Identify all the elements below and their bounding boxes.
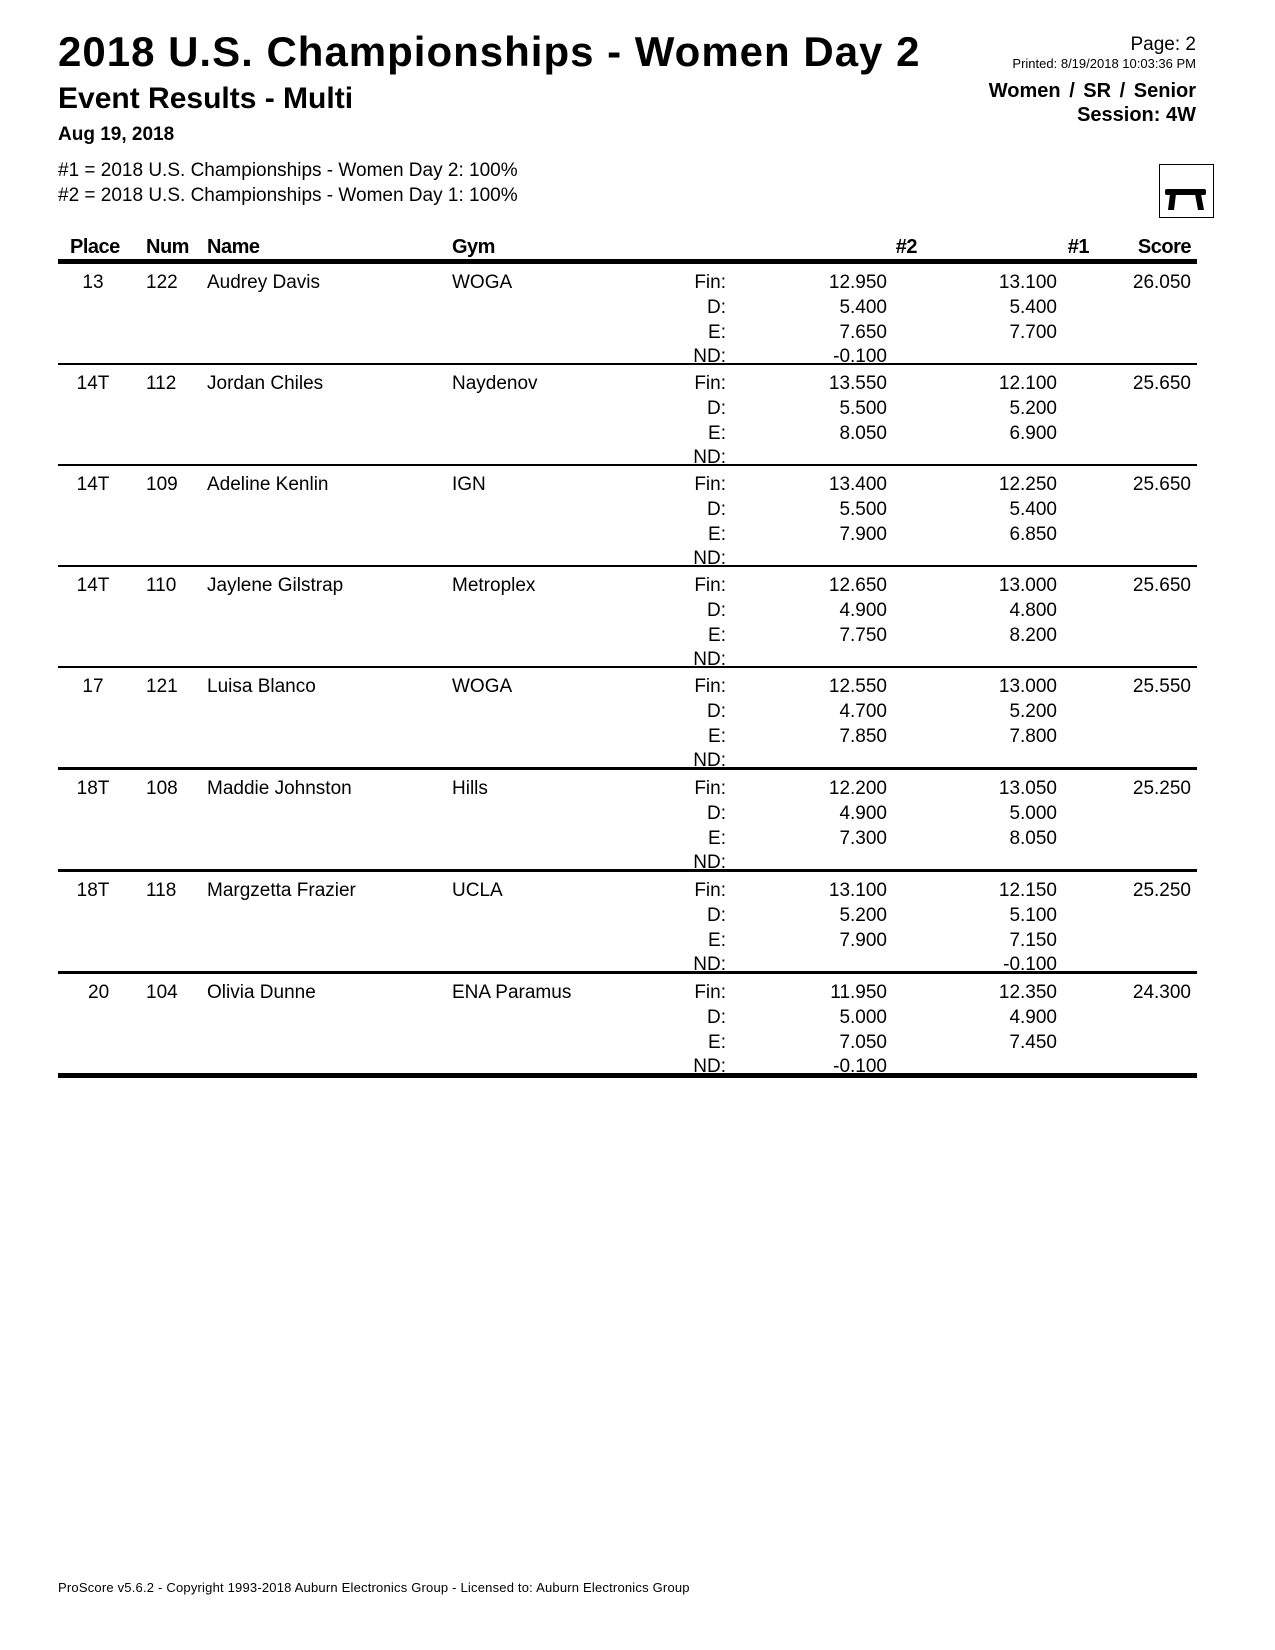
score-label: E: (708, 827, 726, 849)
score-line-fin (58, 272, 1197, 297)
score-2-value: 5.000 (839, 1006, 887, 1028)
score-line-d (58, 803, 1197, 828)
athlete-gym: UCLA (452, 880, 503, 901)
col-score-1: #1 (1067, 236, 1089, 258)
score-breakdown (58, 982, 1197, 1081)
score-1-value: 12.100 (998, 373, 1057, 394)
score-1-value: 4.900 (1009, 1006, 1057, 1028)
table-header (58, 236, 1197, 264)
score-label: D: (707, 296, 726, 318)
athlete-gym: Hills (452, 778, 488, 799)
total-score: 25.250 (1132, 880, 1191, 901)
athlete-row (58, 365, 1197, 469)
score-label: D: (707, 904, 726, 926)
score-2-value: 7.900 (839, 523, 887, 545)
athlete-name: Olivia Dunne (207, 982, 316, 1003)
score-2-value: -0.100 (833, 1056, 887, 1078)
score-line-e (58, 930, 1197, 955)
athlete-num: 109 (146, 474, 178, 495)
score-1-value: 5.200 (1009, 700, 1057, 722)
score-label: ND: (693, 447, 726, 469)
athlete-name: Jaylene Gilstrap (207, 575, 344, 596)
score-label: ND: (693, 346, 726, 368)
total-score: 24.300 (1132, 982, 1191, 1003)
total-score: 25.650 (1132, 575, 1191, 596)
score-breakdown (58, 880, 1197, 979)
score-1-value: 13.100 (998, 272, 1057, 293)
page-number: Page: 2 (1130, 34, 1196, 55)
athlete-num: 104 (146, 982, 178, 1003)
score-line-e (58, 625, 1197, 650)
athlete-name: Adeline Kenlin (207, 474, 329, 495)
athlete-row (58, 567, 1197, 671)
total-score: 25.550 (1132, 676, 1191, 697)
athlete-gym: Naydenov (452, 373, 538, 394)
score-1-value: 5.400 (1009, 498, 1057, 520)
score-label: E: (708, 321, 726, 343)
athlete-gym: IGN (452, 474, 486, 495)
score-line-fin (58, 676, 1197, 701)
score-1-value: 5.400 (1009, 296, 1057, 318)
score-label: Fin: (694, 575, 726, 596)
score-2-value: 7.900 (839, 929, 887, 951)
score-2-value: 5.400 (839, 296, 887, 318)
col-score-2: #2 (895, 236, 917, 258)
printed-timestamp: Printed: 8/19/2018 10:03:36 PM (1012, 56, 1196, 71)
total-score: 25.650 (1132, 474, 1191, 495)
score-line-fin (58, 982, 1197, 1007)
athlete-place: 17 (82, 676, 104, 697)
col-num: Num (146, 236, 189, 258)
score-2-value: 4.700 (839, 700, 887, 722)
col-name: Name (207, 236, 260, 258)
score-line-e (58, 726, 1197, 751)
score-line-fin (58, 575, 1197, 600)
score-1-value: 7.450 (1009, 1031, 1057, 1053)
score-line-fin (58, 474, 1197, 499)
score-2-value: 4.900 (839, 802, 887, 824)
score-2-value: 12.550 (828, 676, 887, 697)
athlete-place: 14T (76, 373, 110, 394)
score-1-value: 4.800 (1009, 599, 1057, 621)
score-2-value: 12.200 (828, 778, 887, 799)
score-2-value: 7.300 (839, 827, 887, 849)
score-1-value: 12.150 (998, 880, 1057, 901)
athlete-place: 18T (76, 880, 110, 901)
score-2-value: 7.850 (839, 725, 887, 747)
col-gym: Gym (452, 236, 495, 258)
results-table (58, 236, 1197, 1078)
score-label: E: (708, 725, 726, 747)
athlete-name: Jordan Chiles (207, 373, 324, 394)
balance-beam-icon (1159, 164, 1214, 218)
score-1-value: 12.350 (998, 982, 1057, 1003)
score-label: D: (707, 802, 726, 824)
score-label: D: (707, 498, 726, 520)
category-label: Women / SR / Senior (988, 80, 1196, 102)
athlete-gym: WOGA (452, 272, 513, 293)
score-2-value: 4.900 (839, 599, 887, 621)
score-1-value: 13.000 (998, 575, 1057, 596)
total-score: 25.650 (1132, 373, 1191, 394)
total-score: 25.250 (1132, 778, 1191, 799)
athlete-row (58, 770, 1197, 872)
score-label: D: (707, 397, 726, 419)
score-2-value: 5.200 (839, 904, 887, 926)
session-label: Session: 4W (1077, 104, 1196, 126)
score-line-e (58, 1032, 1197, 1057)
athlete-place: 13 (82, 272, 104, 293)
score-label: ND: (693, 954, 726, 976)
score-breakdown (58, 778, 1197, 877)
score-breakdown (58, 676, 1197, 775)
score-1-value: 7.800 (1009, 725, 1057, 747)
score-label: Fin: (694, 778, 726, 799)
score-1-value: 8.200 (1009, 624, 1057, 646)
footer-copyright: ProScore v5.6.2 - Copyright 1993-2018 Auburn Electronics Group - Licensed to: Auburn Electronics Group (58, 1580, 690, 1595)
score-1-value: 6.850 (1009, 523, 1057, 545)
athlete-gym: WOGA (452, 676, 513, 697)
score-label: Fin: (694, 982, 726, 1003)
score-1-value: 6.900 (1009, 422, 1057, 444)
score-2-value: 7.750 (839, 624, 887, 646)
athlete-row (58, 466, 1197, 570)
score-1-value: 5.200 (1009, 397, 1057, 419)
athlete-row (58, 668, 1197, 770)
athlete-place: 18T (76, 778, 110, 799)
legend-line-2: #2 = 2018 U.S. Championships - Women Day 1: 100% (58, 185, 518, 206)
score-label: D: (707, 1006, 726, 1028)
athlete-place: 14T (76, 474, 110, 495)
score-2-value: -0.100 (833, 346, 887, 368)
score-1-value: 13.000 (998, 676, 1057, 697)
athlete-name: Luisa Blanco (207, 676, 316, 697)
score-breakdown (58, 575, 1197, 674)
score-1-value: 13.050 (998, 778, 1057, 799)
score-line-nd (58, 1056, 1197, 1081)
athlete-place: 14T (76, 575, 110, 596)
athlete-name: Margzetta Frazier (207, 880, 356, 901)
score-line-e (58, 524, 1197, 549)
col-total-score: Score (1137, 236, 1191, 258)
total-score: 26.050 (1132, 272, 1191, 293)
score-line-d (58, 499, 1197, 524)
athlete-gym: Metroplex (452, 575, 536, 596)
score-2-value: 7.050 (839, 1031, 887, 1053)
score-line-d (58, 905, 1197, 930)
athlete-list (58, 264, 1197, 1078)
score-line-d (58, 600, 1197, 625)
athlete-num: 121 (146, 676, 178, 697)
report-date: Aug 19, 2018 (58, 124, 175, 145)
score-line-fin (58, 880, 1197, 905)
score-1-value: 7.700 (1009, 321, 1057, 343)
athlete-row (58, 974, 1197, 1078)
score-1-value: -0.100 (1003, 954, 1057, 976)
score-label: E: (708, 523, 726, 545)
score-breakdown (58, 474, 1197, 573)
score-breakdown (58, 373, 1197, 472)
athlete-row (58, 872, 1197, 974)
athlete-num: 118 (146, 880, 177, 901)
athlete-num: 112 (146, 373, 177, 394)
score-line-fin (58, 373, 1197, 398)
score-1-value: 5.100 (1009, 904, 1057, 926)
score-label: Fin: (694, 272, 726, 293)
score-2-value: 7.650 (839, 321, 887, 343)
score-1-value: 12.250 (998, 474, 1057, 495)
score-1-value: 7.150 (1009, 929, 1057, 951)
athlete-num: 110 (146, 575, 177, 596)
score-label: Fin: (694, 676, 726, 697)
score-1-value: 5.000 (1009, 802, 1057, 824)
score-2-value: 13.400 (828, 474, 887, 495)
score-label: ND: (693, 1056, 726, 1078)
score-label: Fin: (694, 373, 726, 394)
col-place: Place (70, 236, 120, 258)
score-label: ND: (693, 750, 726, 772)
athlete-num: 108 (146, 778, 178, 799)
score-label: E: (708, 422, 726, 444)
score-label: ND: (693, 852, 726, 874)
score-line-e (58, 322, 1197, 347)
report-title: 2018 U.S. Championships - Women Day 2 (58, 28, 921, 75)
athlete-place: 20 (88, 982, 110, 1003)
score-2-value: 13.100 (828, 880, 887, 901)
athlete-name: Maddie Johnston (207, 778, 352, 799)
score-label: ND: (693, 548, 726, 570)
legend-line-1: #1 = 2018 U.S. Championships - Women Day 2: 100% (58, 160, 518, 181)
score-line-e (58, 828, 1197, 853)
score-label: Fin: (694, 474, 726, 495)
score-label: Fin: (694, 880, 726, 901)
score-2-value: 13.550 (828, 373, 887, 394)
score-breakdown (58, 272, 1197, 371)
score-line-d (58, 297, 1197, 322)
score-2-value: 12.650 (828, 575, 887, 596)
score-line-e (58, 423, 1197, 448)
score-label: ND: (693, 649, 726, 671)
score-label: E: (708, 624, 726, 646)
score-line-d (58, 1007, 1197, 1032)
score-2-value: 12.950 (828, 272, 887, 293)
score-label: D: (707, 599, 726, 621)
athlete-gym: ENA Paramus (452, 982, 572, 1003)
athlete-row (58, 264, 1197, 368)
score-line-d (58, 398, 1197, 423)
score-2-value: 5.500 (839, 498, 887, 520)
score-line-fin (58, 778, 1197, 803)
score-2-value: 5.500 (839, 397, 887, 419)
score-line-d (58, 701, 1197, 726)
athlete-name: Audrey Davis (207, 272, 320, 293)
score-2-value: 8.050 (839, 422, 887, 444)
report-subtitle: Event Results - Multi (58, 82, 354, 115)
score-label: E: (708, 929, 726, 951)
score-1-value: 8.050 (1009, 827, 1057, 849)
score-label: D: (707, 700, 726, 722)
score-2-value: 11.950 (830, 982, 887, 1003)
score-label: E: (708, 1031, 726, 1053)
athlete-num: 122 (146, 272, 178, 293)
